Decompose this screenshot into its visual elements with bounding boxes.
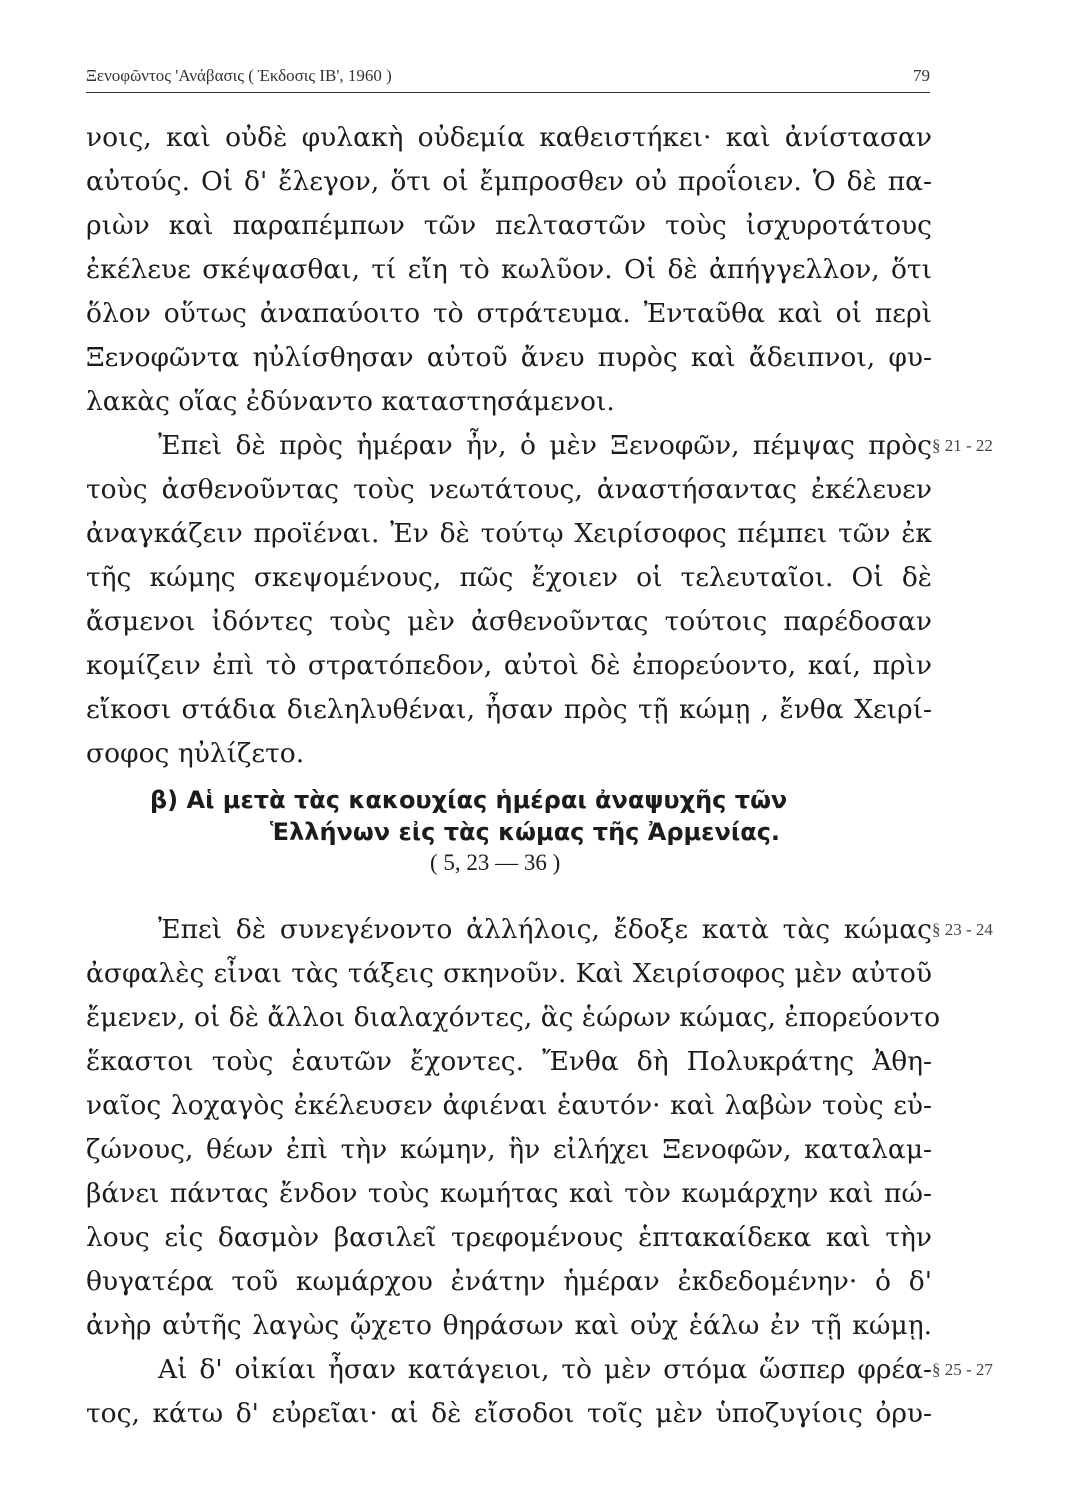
margin-section-ref: § 23 - 24	[932, 920, 993, 939]
text-line: κομίζειν ἐπὶ τὸ στρατόπεδον, αὐτοὶ δὲ ἐπορεύοντο, καί, πρὶν	[86, 650, 932, 681]
text-line: ναῖος λοχαγὸς ἐκέλευσεν ἀφιέναι ἑαυτόν· καὶ λαβὼν τοὺς εὐ-	[86, 1090, 932, 1121]
text-line: σοφος ηὐλίζετο.	[86, 738, 305, 769]
text-line: ἀναγκάζειν προϊέναι. Ἐν δὲ τούτῳ Χειρίσοφος πέμπει τῶν ἐκ	[86, 518, 932, 549]
text-line: τῆς κώμης σκεψομένους, πῶς ἔχοιεν οἱ τελευταῖοι. Οἱ δὲ	[86, 562, 932, 593]
margin-section-ref: § 21 - 22	[932, 436, 993, 455]
text-line: αὐτούς. Οἱ δ' ἔλεγον, ὅτι οἱ ἔμπροσθεν οὐ προΐοιεν. Ὁ δὲ πα-	[86, 166, 932, 197]
text-line: ζώνους, θέων ἐπὶ τὴν κώμην, ἣν εἰλήχει Ξενοφῶν, καταλαμ-	[86, 1134, 932, 1165]
text-line: ριὼν καὶ παραπέμπων τῶν πελταστῶν τοὺς ἰσχυροτάτους	[86, 210, 932, 241]
section-heading-line2: Ἑλλήνων εἰς τὰς κώμας τῆς Ἀρμενίας.	[270, 818, 781, 846]
text-line: λακὰς οἵας ἐδύναντο καταστησάμενοι.	[86, 386, 615, 417]
text-line: ἐκέλευε σκέψασθαι, τί εἴη τὸ κωλῦον. Οἱ δὲ ἀπήγγελλον, ὅτι	[86, 254, 932, 285]
margin-section-ref: § 25 - 27	[932, 1360, 993, 1379]
section-heading-line1: β) Αἱ μετὰ τὰς κακουχίας ἡμέραι ἀναψυχῆς τῶν	[150, 786, 788, 814]
text-line: λους εἰς δασμὸν βασιλεῖ τρεφομένους ἑπτακαίδεκα καὶ τὴν	[86, 1222, 932, 1253]
text-line: νοις, καὶ οὐδὲ φυλακὴ οὐδεμία καθειστήκει· καὶ ἀνίστασαν	[86, 122, 932, 153]
text-line: ἀσφαλὲς εἶναι τὰς τάξεις σκηνοῦν. Καὶ Χειρίσοφος μὲν αὐτοῦ	[86, 958, 932, 989]
text-line: ἄσμενοι ἰδόντες τοὺς μὲν ἀσθενοῦντας τούτοις παρέδοσαν	[86, 606, 932, 637]
running-head	[86, 62, 930, 93]
text-line: βάνει πάντας ἔνδον τοὺς κωμήτας καὶ τὸν κωμάρχην καὶ πώ-	[86, 1178, 932, 1209]
text-line: ἕκαστοι τοὺς ἑαυτῶν ἔχοντες. Ἔνθα δὴ Πολυκράτης Ἀθη-	[86, 1046, 932, 1077]
page-number: 79	[913, 66, 930, 85]
text-line: τος, κάτω δ' εὐρεῖαι· αἱ δὲ εἴσοδοι τοῖς μὲν ὑποζυγίοις ὀρυ-	[86, 1398, 932, 1429]
text-line: ἀνὴρ αὐτῆς λαγὼς ᾤχετο θηράσων καὶ οὐχ ἑάλω ἐν τῇ κώμῃ.	[86, 1310, 932, 1341]
text-line: Ἐπεὶ δὲ συνεγένοντο ἀλλήλοις, ἔδοξε κατὰ τὰς κώμας	[158, 914, 932, 945]
running-head-title: Ξενοφῶντος 'Ανάβασις ( Έκδοσις ΙΒ', 1960 )	[86, 66, 392, 85]
text-line: Ἐπεὶ δὲ πρὸς ἡμέραν ἦν, ὁ μὲν Ξενοφῶν, πέμψας πρὸς	[158, 430, 932, 461]
text-line: θυγατέρα τοῦ κωμάρχου ἐνάτην ἡμέραν ἐκδεδομένην· ὁ δ'	[86, 1266, 932, 1297]
text-line: Αἱ δ' οἰκίαι ἦσαν κατάγειοι, τὸ μὲν στόμα ὥσπερ φρέα-	[158, 1354, 932, 1385]
text-line: Ξενοφῶντα ηὐλίσθησαν αὐτοῦ ἄνευ πυρὸς καὶ ἄδειπνοι, φυ-	[86, 342, 932, 373]
text-line: ὅλον οὕτως ἀναπαύοιτο τὸ στράτευμα. Ἐνταῦθα καὶ οἱ περὶ	[86, 298, 932, 329]
section-heading-reference: ( 5, 23 — 36 )	[430, 850, 561, 875]
text-line: εἴκοσι στάδια διεληλυθέναι, ἦσαν πρὸς τῇ κώμῃ , ἔνθα Χειρί-	[86, 694, 932, 725]
text-line: ἔμενεν, οἱ δὲ ἄλλοι διαλαχόντες, ἃς ἑώρων κώμας, ἐπορεύοντο	[86, 1002, 941, 1033]
text-line: τοὺς ἀσθενοῦντας τοὺς νεωτάτους, ἀναστήσαντας ἐκέλευεν	[86, 474, 932, 505]
